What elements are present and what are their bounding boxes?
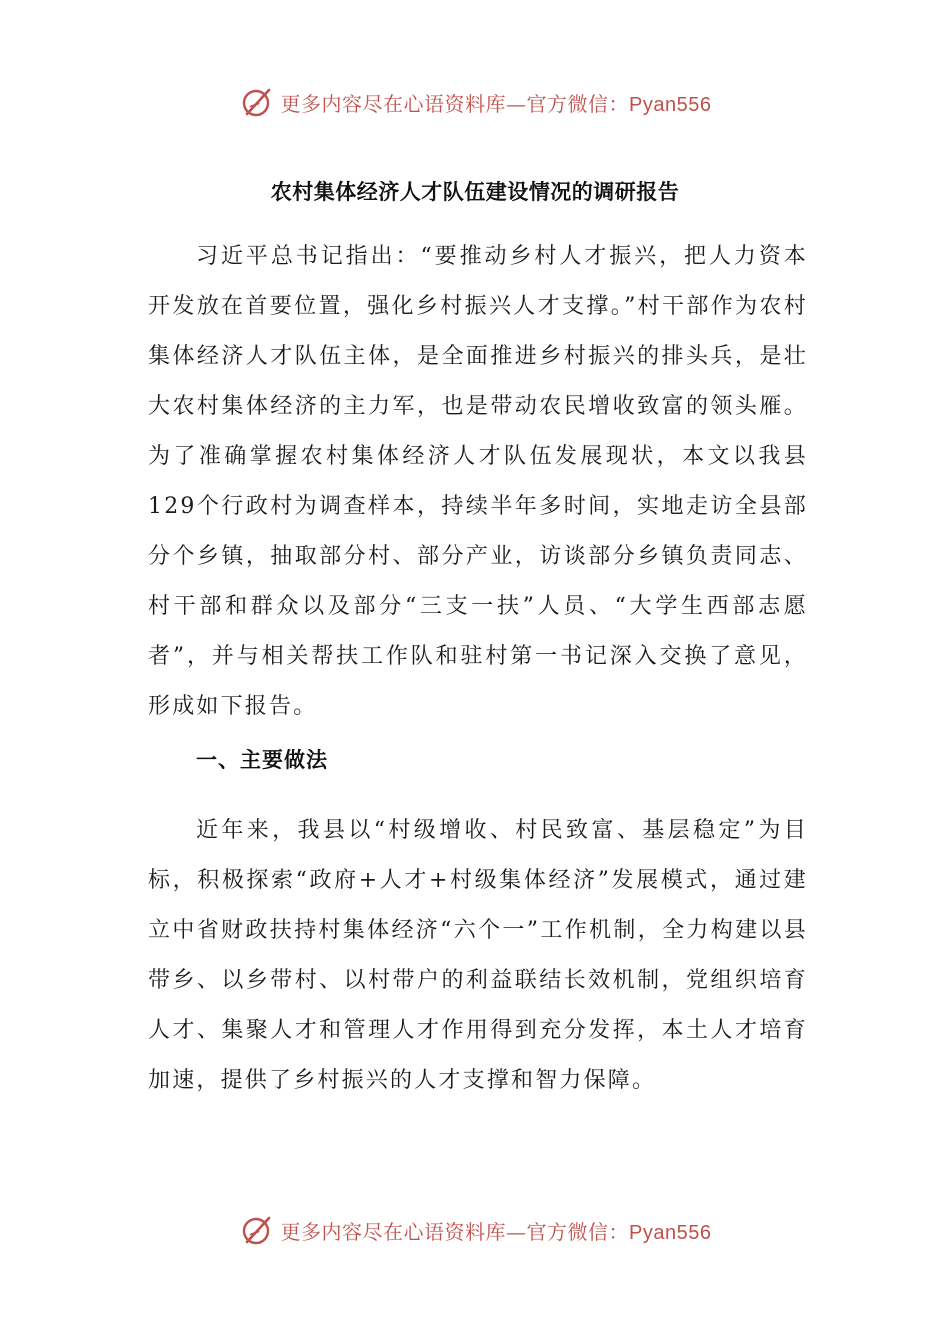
intro-paragraph: 习近平总书记指出：“要推动乡村人才振兴，把人力资本开发放在首要位置，强化乡村振兴人才支撑。”村干部作为农村集体经济人才队伍主体，是全面推进乡村振兴的排头兵，是壮大农村集体经济的主力军，也是带动农民增收致富的领头雁。为了准确掌握农村集体经济人才队伍发展现状，本文以我县129个行政村为调查样本，持续半年多时间，实地走访全县部分个乡镇，抽取部分村、部分产业，访谈部分乡镇负责同志、村干部和群众以及部分“三支一扶”人员、“大学生西部志愿者”，并与相关帮扶工作队和驻村第一书记深入交换了意见，形成如下报告。 bbox=[148, 244, 808, 719]
document-title: 农村集体经济人才队伍建设情况的调研报告 bbox=[270, 180, 680, 204]
watermark-text: 更多内容尽在心语资料库—官方微信： bbox=[280, 1219, 630, 1244]
watermark-handle: Pyan556 bbox=[629, 1221, 712, 1244]
section-paragraph: 近年来，我县以“村级增收、村民致富、基层稳定”为目标，积极探索“政府+人才+村级集体经济”发展模式，通过建立中省财政扶持村集体经济“六个一”工作机制，全力构建以县带乡、以乡带村、以村带户的利益联结长效机制，党组织培育人才、集聚人才和管理人才作用得到充分发挥，本土人才培育加速，提供了乡村振兴的人才支撑和智力保障。 bbox=[148, 818, 808, 1093]
watermark-text: 更多内容尽在心语资料库—官方微信： bbox=[280, 91, 630, 116]
footer-watermark bbox=[0, 1210, 950, 1250]
quill-logo-icon bbox=[239, 1212, 275, 1248]
section-heading: 一、主要做法 bbox=[196, 748, 328, 772]
quill-logo-icon bbox=[239, 84, 275, 120]
header-watermark bbox=[0, 82, 950, 122]
watermark-handle: Pyan556 bbox=[629, 93, 712, 116]
